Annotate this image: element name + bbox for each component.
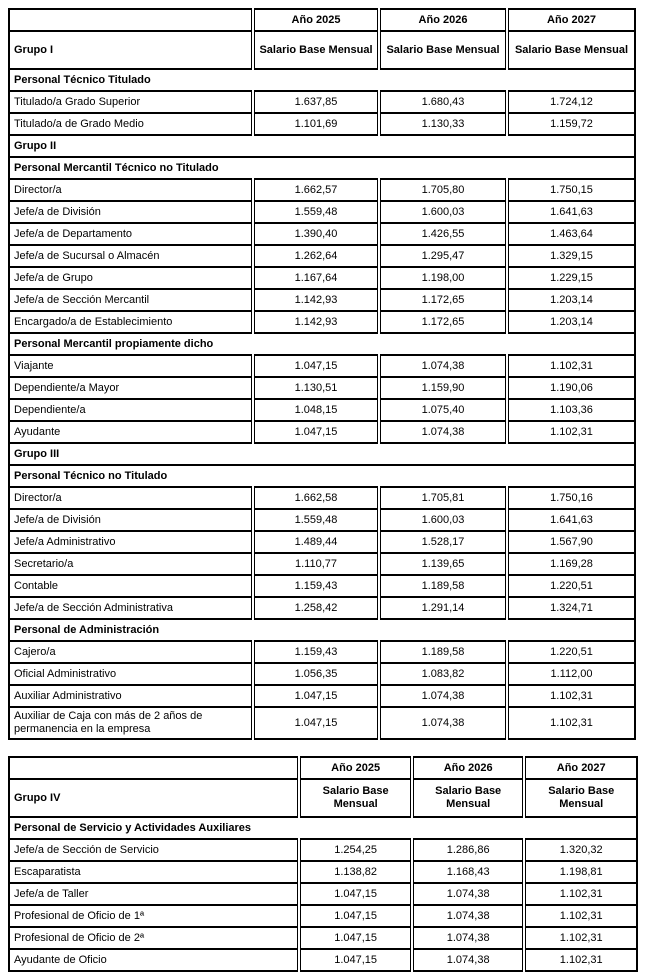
table-row [9,91,635,113]
salary-value-cell: 1.172,65 [379,289,507,311]
salary-value-cell: 1.750,16 [507,487,635,509]
salary-value-cell: 1.198,81 [524,861,637,883]
salary-value-cell: 1.047,15 [253,421,379,443]
category-label-cell: Jefe/a Administrativo [9,531,253,553]
year-header-cell: Año 2025 [299,757,412,779]
salary-value-cell: 1.559,48 [253,201,379,223]
salary-value-cell: 1.254,25 [299,839,412,861]
salary-value-cell: 1.705,80 [379,179,507,201]
table-row [9,927,637,949]
group-label-cell: Grupo IV [9,779,299,817]
year-header-row [9,757,637,779]
year-header-cell: Año 2027 [507,9,635,31]
salary-value-cell: 1.075,40 [379,399,507,421]
salary-value-cell: 1.110,77 [253,553,379,575]
category-label-cell: Profesional de Oficio de 1ª [9,905,299,927]
table-row [9,377,635,399]
table-row [9,509,635,531]
salary-subheader-cell: Salario Base Mensual [299,779,412,817]
section-header-cell: Personal de Administración [9,619,635,641]
category-label-cell: Director/a [9,487,253,509]
table-row [9,245,635,267]
salary-value-cell: 1.074,38 [379,707,507,739]
salary-value-cell: 1.048,15 [253,399,379,421]
salary-table-grupos-1-2-3 [8,8,636,740]
salary-value-cell: 1.662,57 [253,179,379,201]
category-label-cell: Titulado/a Grado Superior [9,91,253,113]
category-label-cell: Jefe/a de Sucursal o Almacén [9,245,253,267]
category-label-cell: Jefe/a de División [9,509,253,531]
salary-value-cell: 1.102,31 [507,685,635,707]
salary-value-cell: 1.047,15 [253,685,379,707]
salary-value-cell: 1.559,48 [253,509,379,531]
group-label-cell: Grupo I [9,31,253,69]
section-header-cell: Personal de Servicio y Actividades Auxiliares [9,817,637,839]
section-header-row [9,465,635,487]
category-label-cell: Ayudante de Oficio [9,949,299,971]
salary-value-cell: 1.750,15 [507,179,635,201]
table-row [9,201,635,223]
salary-value-cell: 1.169,28 [507,553,635,575]
salary-value-cell: 1.641,63 [507,509,635,531]
section-header-cell: Grupo II [9,135,635,157]
salary-table-grupo-4 [8,756,638,972]
table-row [9,663,635,685]
salary-value-cell: 1.189,58 [379,641,507,663]
category-label-cell: Cajero/a [9,641,253,663]
salary-value-cell: 1.286,86 [412,839,525,861]
salary-value-cell: 1.390,40 [253,223,379,245]
salary-value-cell: 1.047,15 [299,927,412,949]
salary-value-cell: 1.198,00 [379,267,507,289]
salary-value-cell: 1.567,90 [507,531,635,553]
salary-value-cell: 1.172,65 [379,311,507,333]
salary-value-cell: 1.324,71 [507,597,635,619]
section-header-cell: Personal Mercantil propiamente dicho [9,333,635,355]
section-header-cell: Personal Mercantil Técnico no Titulado [9,157,635,179]
category-label-cell: Jefe/a de Departamento [9,223,253,245]
table-row [9,641,635,663]
salary-value-cell: 1.528,17 [379,531,507,553]
category-label-cell: Encargado/a de Establecimiento [9,311,253,333]
subheader-row [9,31,635,69]
section-header-row [9,443,635,465]
salary-value-cell: 1.167,64 [253,267,379,289]
salary-value-cell: 1.463,64 [507,223,635,245]
category-label-cell: Jefe/a de División [9,201,253,223]
corner-cell [9,757,299,779]
salary-value-cell: 1.047,15 [299,949,412,971]
salary-value-cell: 1.056,35 [253,663,379,685]
salary-value-cell: 1.047,15 [253,355,379,377]
salary-value-cell: 1.103,36 [507,399,635,421]
salary-value-cell: 1.426,55 [379,223,507,245]
table-row [9,289,635,311]
salary-value-cell: 1.102,31 [524,927,637,949]
salary-value-cell: 1.662,58 [253,487,379,509]
category-label-cell: Dependiente/a Mayor [9,377,253,399]
year-header-cell: Año 2026 [379,9,507,31]
category-label-cell: Jefe/a de Taller [9,883,299,905]
table-row [9,575,635,597]
salary-value-cell: 1.074,38 [412,927,525,949]
category-label-cell: Jefe/a de Grupo [9,267,253,289]
salary-subheader-cell: Salario Base Mensual [507,31,635,69]
year-header-cell: Año 2026 [412,757,525,779]
salary-value-cell: 1.130,33 [379,113,507,135]
table-row [9,905,637,927]
table-row [9,399,635,421]
salary-value-cell: 1.189,58 [379,575,507,597]
salary-value-cell: 1.724,12 [507,91,635,113]
salary-subheader-cell: Salario Base Mensual [379,31,507,69]
salary-value-cell: 1.102,31 [507,707,635,739]
category-label-cell: Profesional de Oficio de 2ª [9,927,299,949]
table-row [9,707,635,739]
salary-value-cell: 1.139,65 [379,553,507,575]
salary-value-cell: 1.705,81 [379,487,507,509]
category-label-cell: Dependiente/a [9,399,253,421]
table-row [9,531,635,553]
category-label-cell: Jefe/a de Sección de Servicio [9,839,299,861]
table-row [9,179,635,201]
salary-value-cell: 1.159,43 [253,641,379,663]
table-gap [8,740,638,756]
salary-value-cell: 1.600,03 [379,201,507,223]
category-label-cell: Jefe/a de Sección Administrativa [9,597,253,619]
salary-value-cell: 1.083,82 [379,663,507,685]
salary-value-cell: 1.637,85 [253,91,379,113]
category-label-cell: Titulado/a de Grado Medio [9,113,253,135]
salary-value-cell: 1.329,15 [507,245,635,267]
salary-subheader-cell: Salario Base Mensual [253,31,379,69]
salary-value-cell: 1.258,42 [253,597,379,619]
table-row [9,861,637,883]
section-header-cell: Personal Técnico no Titulado [9,465,635,487]
year-header-cell: Año 2025 [253,9,379,31]
salary-value-cell: 1.159,72 [507,113,635,135]
table-row [9,839,637,861]
salary-value-cell: 1.074,38 [412,949,525,971]
section-header-row [9,69,635,91]
salary-value-cell: 1.220,51 [507,641,635,663]
salary-value-cell: 1.130,51 [253,377,379,399]
table-row [9,553,635,575]
table-row [9,685,635,707]
salary-value-cell: 1.168,43 [412,861,525,883]
salary-value-cell: 1.159,43 [253,575,379,597]
salary-value-cell: 1.203,14 [507,289,635,311]
category-label-cell: Secretario/a [9,553,253,575]
salary-value-cell: 1.159,90 [379,377,507,399]
salary-value-cell: 1.047,15 [253,707,379,739]
salary-value-cell: 1.142,93 [253,311,379,333]
salary-value-cell: 1.101,69 [253,113,379,135]
table-row [9,421,635,443]
salary-value-cell: 1.102,31 [507,421,635,443]
table-row [9,949,637,971]
salary-value-cell: 1.262,64 [253,245,379,267]
section-header-row [9,157,635,179]
category-label-cell: Contable [9,575,253,597]
salary-value-cell: 1.641,63 [507,201,635,223]
salary-value-cell: 1.680,43 [379,91,507,113]
salary-value-cell: 1.102,31 [524,905,637,927]
salary-subheader-cell: Salario Base Mensual [524,779,637,817]
salary-value-cell: 1.102,31 [524,949,637,971]
table-row [9,355,635,377]
table-row [9,113,635,135]
table-row [9,487,635,509]
section-header-row [9,333,635,355]
category-label-cell: Oficial Administrativo [9,663,253,685]
salary-value-cell: 1.074,38 [412,883,525,905]
table-row [9,267,635,289]
section-header-row [9,135,635,157]
year-header-cell: Año 2027 [524,757,637,779]
salary-value-cell: 1.074,38 [379,355,507,377]
salary-value-cell: 1.190,06 [507,377,635,399]
salary-value-cell: 1.138,82 [299,861,412,883]
salary-value-cell: 1.203,14 [507,311,635,333]
table-row [9,311,635,333]
salary-value-cell: 1.074,38 [412,905,525,927]
salary-value-cell: 1.102,31 [507,355,635,377]
category-label-cell: Escaparatista [9,861,299,883]
salary-value-cell: 1.320,32 [524,839,637,861]
salary-value-cell: 1.229,15 [507,267,635,289]
salary-value-cell: 1.142,93 [253,289,379,311]
salary-value-cell: 1.102,31 [524,883,637,905]
salary-value-cell: 1.047,15 [299,883,412,905]
table-row [9,223,635,245]
subheader-row [9,779,637,817]
salary-subheader-cell: Salario Base Mensual [412,779,525,817]
table-row [9,597,635,619]
category-label-cell: Auxiliar Administrativo [9,685,253,707]
salary-value-cell: 1.220,51 [507,575,635,597]
section-header-row [9,817,637,839]
category-label-cell: Auxiliar de Caja con más de 2 años de permanencia en la empresa [9,707,253,739]
category-label-cell: Ayudante [9,421,253,443]
table-row [9,883,637,905]
section-header-cell: Grupo III [9,443,635,465]
section-header-cell: Personal Técnico Titulado [9,69,635,91]
section-header-row [9,619,635,641]
salary-value-cell: 1.291,14 [379,597,507,619]
category-label-cell: Director/a [9,179,253,201]
salary-value-cell: 1.295,47 [379,245,507,267]
category-label-cell: Viajante [9,355,253,377]
salary-value-cell: 1.112,00 [507,663,635,685]
salary-value-cell: 1.074,38 [379,421,507,443]
salary-value-cell: 1.074,38 [379,685,507,707]
year-header-row [9,9,635,31]
salary-value-cell: 1.047,15 [299,905,412,927]
corner-cell [9,9,253,31]
salary-value-cell: 1.489,44 [253,531,379,553]
salary-value-cell: 1.600,03 [379,509,507,531]
category-label-cell: Jefe/a de Sección Mercantil [9,289,253,311]
